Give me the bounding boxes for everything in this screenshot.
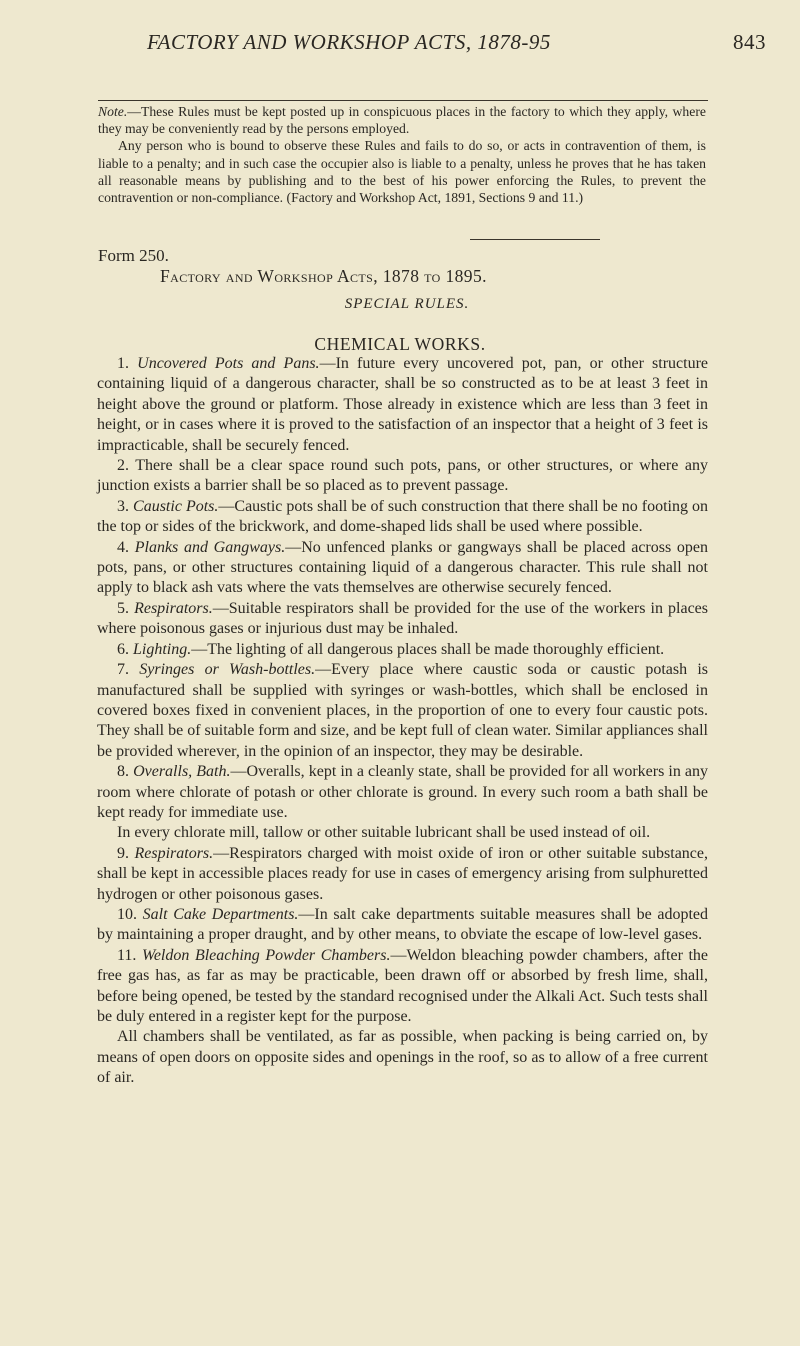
- rule-paragraph: [97, 844, 708, 905]
- rule-heading: Lighting.: [133, 640, 192, 658]
- section-title: CHEMICAL WORKS.: [314, 334, 486, 354]
- rule-paragraph: [97, 497, 708, 538]
- rule-number: 6.: [117, 640, 129, 658]
- rule-number: 1.: [117, 355, 129, 372]
- rule-paragraph: [97, 640, 708, 660]
- rule-number: 9.: [117, 844, 129, 862]
- page-number: 843: [733, 30, 766, 54]
- rule-paragraph: [97, 823, 708, 843]
- rule-text: —Overalls, kept in a cleanly state, shall be provided for all workers in any room where chlorate of potash or other chlorate is ground. In every such room a bath shall be kept ready for immediate use.: [97, 763, 708, 821]
- rule-paragraph: [97, 762, 708, 823]
- rule-text: In every chlorate mill, tallow or other suitable lubricant shall be used instead of oil.: [117, 824, 651, 842]
- rule-heading: Salt Cake Departments.: [142, 905, 299, 923]
- rule-text: —No unfenced planks or gangways shall be placed across open pots, pans, or other structures containing liquid of a dangerous character. This rule shall not apply to black ash vats where the vats themselves are otherwise securely fenced.: [97, 538, 709, 597]
- rule-heading: Caustic Pots.: [133, 497, 219, 515]
- rule-text: —Every place where caustic soda or caustic potash is manufactured shall be supplied with syringes or wash-bottles, which shall be enclosed in covered boxes fixed in convenient places, in the proportion of one to every four caustic pots. They shall be of suitable form and size, and be kept full of clean water. Similar appliances shall be provided wherever, in the opinion of an inspector, they may be desirable.: [97, 661, 709, 760]
- rule-number: 5.: [117, 599, 129, 617]
- header-title: FACTORY AND WORKSHOP ACTS, 1878-95: [147, 30, 551, 54]
- rule-number: 2.: [117, 457, 129, 475]
- note-text: —These Rules must be kept posted up in conspicuous places in the factory to which they apply, where they may be conveniently read by the persons employed.: [98, 104, 706, 137]
- rules-list: [97, 354, 708, 1089]
- rule-heading: Respirators.: [134, 599, 213, 617]
- rule-text: —Weldon bleaching powder chambers, after the free gas has, as far as may be practicable, been drawn off or absorbed by fresh lime, shall, before being opened, be tested by the standard recognised under the Alkali Act. Such tests shall be duly entered in a register kept for the purpose.: [97, 946, 708, 1025]
- rule-paragraph: [97, 599, 708, 640]
- rule-heading: Overalls, Bath.: [133, 763, 231, 781]
- rule-paragraph: [97, 660, 708, 762]
- rule-paragraph: [97, 354, 708, 456]
- form-divider: [470, 239, 600, 240]
- special-rules-heading: SPECIAL RULES.: [344, 296, 470, 312]
- rule-number: 10.: [117, 905, 137, 923]
- rule-text: —In salt cake departments suitable measures shall be adopted by maintaining a proper draught, and by other means, to obviate the escape of low-level gases.: [97, 905, 709, 944]
- header-rule: [98, 100, 708, 101]
- rule-paragraph: [97, 1027, 708, 1088]
- rule-text: —Caustic pots shall be of such construction that there shall be no footing on the top or sides of the brickwork, and dome-shaped lids shall be used where possible.: [97, 497, 709, 536]
- rule-heading: Planks and Gangways.: [134, 538, 286, 556]
- rule-heading: Syringes or Wash-bottles.: [139, 661, 316, 679]
- act-title: Factory and Workshop Acts, 1878 to 1895.: [160, 266, 487, 286]
- rule-number: 7.: [117, 661, 129, 679]
- rule-text: There shall be a clear space round such pots, pans, or other structures, or where any junction exists a barrier shall be so placed as to prevent passage.: [97, 457, 708, 495]
- rule-paragraph: [97, 946, 708, 1028]
- rule-paragraph: [97, 905, 708, 946]
- rule-text: —The lighting of all dangerous places shall be made thoroughly efficient.: [191, 640, 665, 658]
- rule-heading: Uncovered Pots and Pans.: [137, 355, 320, 372]
- rule-text: All chambers shall be ventilated, as far as possible, when packing is being carried on, by means of open doors on opposite sides and openings in the roof, so as to allow of a free current of air.: [97, 1028, 708, 1087]
- form-number: Form 250.: [98, 246, 169, 265]
- note-paragraph: [98, 103, 706, 137]
- note-block: [98, 103, 706, 206]
- rule-number: 8.: [117, 763, 129, 781]
- rule-heading: Respirators.: [134, 844, 214, 862]
- note-lead: Note.: [98, 104, 128, 119]
- rule-number: 4.: [117, 538, 129, 556]
- rule-number: 3.: [117, 497, 129, 515]
- rule-paragraph: [97, 456, 708, 497]
- rule-text: —Respirators charged with moist oxide of iron or other suitable substance, shall be kept in accessible places ready for use in cases of emergency arising from sulphuretted hydrogen or other poisonous gases.: [97, 844, 709, 903]
- rule-number: 11.: [117, 946, 137, 964]
- rule-heading: Weldon Bleaching Powder Chambers.: [141, 946, 391, 964]
- rule-text: —Suitable respirators shall be provided for the use of the workers in places where poisonous gases or injurious dust may be inhaled.: [97, 599, 709, 638]
- penalty-paragraph: Any person who is bound to observe these Rules and fails to do so, or acts in contravention of them, is liable to a penalty; and in such case the occupier also is liable to a penalty, unless he proves that he has taken all reasonable means by publishing and to the best of his power enforcing the Rules, to prevent the contravention or non-compliance. (Factory and Workshop Act, 1891, Sections 9 and 11.): [98, 138, 706, 206]
- rule-text: —In future every uncovered pot, pan, or other structure containing liquid of a dangerous character, shall be so constructed as to be at least 3 feet in height above the ground or platform. Those already in existence which are less than 3 feet in height, or in cases where it is proved to the satisfaction of an inspector that a height of 3 feet is impracticable, shall be securely fenced.: [97, 355, 709, 454]
- rule-paragraph: [97, 538, 708, 599]
